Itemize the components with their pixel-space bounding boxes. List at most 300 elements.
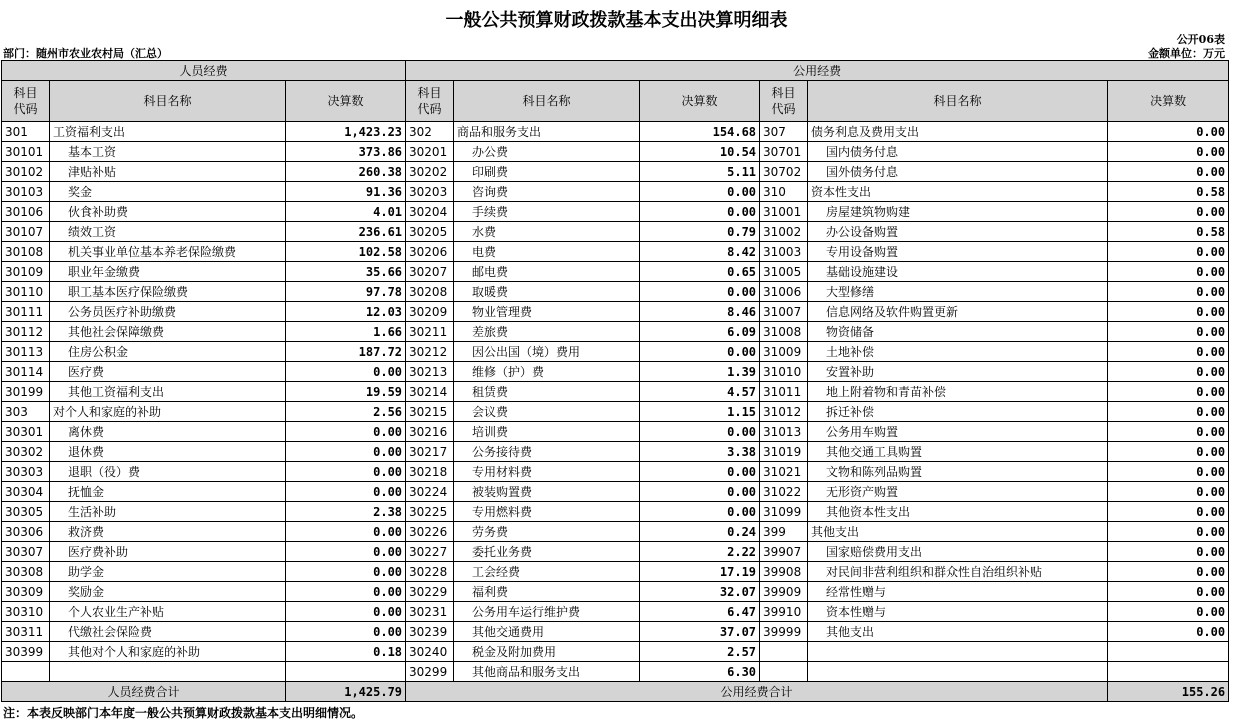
column-header-row [2,81,1229,122]
name-header: 科目名称 [50,81,286,122]
subject-name [808,642,1108,662]
subject-code: 30201 [406,142,454,162]
amount-value: 0.00 [640,482,760,502]
subject-name: 工会经费 [454,562,640,582]
amount-value: 5.11 [640,162,760,182]
amount-value: 0.00 [1108,122,1229,142]
table-row [2,422,1229,442]
subject-code: 30306 [2,522,50,542]
subject-code: 30229 [406,582,454,602]
subject-name: 医疗费补助 [50,542,286,562]
table-row [2,622,1229,642]
subject-code: 30202 [406,162,454,182]
footnote: 注：本表反映部门本年度一般公共预算财政拨款基本支出明细情况。 [3,706,364,720]
subject-name: 工资福利支出 [50,122,286,142]
subject-name: 基础设施建设 [808,262,1108,282]
subject-code: 30206 [406,242,454,262]
subject-name: 水费 [454,222,640,242]
section-header-row [2,61,1229,81]
subject-code: 30102 [2,162,50,182]
amount-value: 373.86 [286,142,406,162]
subject-name [808,662,1108,682]
subject-code: 307 [760,122,808,142]
amount-value: 1.39 [640,362,760,382]
subject-code: 30214 [406,382,454,402]
subject-code: 30224 [406,482,454,502]
subject-name: 物业管理费 [454,302,640,322]
table-row [2,202,1229,222]
subject-code: 30399 [2,642,50,662]
table-row [2,482,1229,502]
amount-value: 0.00 [1108,542,1229,562]
amount-value: 0.00 [1108,622,1229,642]
amount-value: 4.01 [286,202,406,222]
amount-value: 0.00 [286,522,406,542]
subject-code: 39910 [760,602,808,622]
subject-name: 对民间非营利组织和群众性自治组织补贴 [808,562,1108,582]
subject-name: 培训费 [454,422,640,442]
amount-value: 0.00 [286,362,406,382]
subject-name: 资本性支出 [808,182,1108,202]
amount-value: 0.00 [1108,582,1229,602]
subject-code: 31002 [760,222,808,242]
amount-value: 0.00 [286,542,406,562]
subject-name: 咨询费 [454,182,640,202]
subject-code: 31010 [760,362,808,382]
subject-code: 30203 [406,182,454,202]
subject-name: 印刷费 [454,162,640,182]
subject-code: 30305 [2,502,50,522]
amount-value: 91.36 [286,182,406,202]
public-section-header: 公用经费 [406,61,1229,81]
subject-code: 30216 [406,422,454,442]
department-label: 部门：随州市农业农村局（汇总） [3,47,168,60]
amount-value: 8.46 [640,302,760,322]
table-row [2,502,1229,522]
subject-name: 专用燃料费 [454,502,640,522]
amount-value: 0.00 [1108,282,1229,302]
amount-value: 0.00 [640,282,760,302]
subject-code: 30217 [406,442,454,462]
subject-code: 30205 [406,222,454,242]
subject-code: 30108 [2,242,50,262]
code-header: 科目 代码 [406,81,454,122]
amount-value: 0.00 [1108,142,1229,162]
code-header: 科目 代码 [2,81,50,122]
subject-code: 30110 [2,282,50,302]
amount-header: 决算数 [640,81,760,122]
amount-value: 0.00 [286,582,406,602]
subject-name: 国外债务付息 [808,162,1108,182]
table-row [2,402,1229,422]
amount-value: 0.58 [1108,182,1229,202]
subject-name: 其他交通工具购置 [808,442,1108,462]
subject-code: 30113 [2,342,50,362]
subject-code: 30226 [406,522,454,542]
subject-code [760,662,808,682]
amount-value: 3.38 [640,442,760,462]
subject-code: 30310 [2,602,50,622]
subject-name: 其他商品和服务支出 [454,662,640,682]
subject-name: 信息网络及软件购置更新 [808,302,1108,322]
subject-code: 30208 [406,282,454,302]
subject-name: 其他工资福利支出 [50,382,286,402]
amount-value: 0.00 [286,482,406,502]
subject-name: 经常性赠与 [808,582,1108,602]
subject-name: 奖励金 [50,582,286,602]
amount-value: 0.00 [1108,402,1229,422]
subject-name: 抚恤金 [50,482,286,502]
subject-code: 31001 [760,202,808,222]
subject-name: 职工基本医疗保险缴费 [50,282,286,302]
subject-name: 房屋建筑物购建 [808,202,1108,222]
amount-value: 1.66 [286,322,406,342]
subject-code: 303 [2,402,50,422]
subject-name: 手续费 [454,202,640,222]
subject-code: 30114 [2,362,50,382]
amount-value: 0.00 [640,462,760,482]
table-row [2,282,1229,302]
subject-name: 其他对个人和家庭的补助 [50,642,286,662]
amount-value: 0.00 [640,422,760,442]
table-row [2,222,1229,242]
subject-name: 地上附着物和青苗补偿 [808,382,1108,402]
subject-code: 30213 [406,362,454,382]
table-row [2,662,1229,682]
amount-value: 37.07 [640,622,760,642]
amount-value: 0.00 [1108,522,1229,542]
subject-name: 差旅费 [454,322,640,342]
amount-value: 0.24 [640,522,760,542]
subject-name: 医疗费 [50,362,286,382]
form-number: 公开06表 [1176,33,1225,46]
subject-name: 绩效工资 [50,222,286,242]
subject-name: 专用设备购置 [808,242,1108,262]
subject-name: 办公费 [454,142,640,162]
subject-name: 办公设备购置 [808,222,1108,242]
subject-code [2,662,50,682]
subject-code: 30215 [406,402,454,422]
amount-value: 2.56 [286,402,406,422]
subject-name: 国家赔偿费用支出 [808,542,1108,562]
amount-value: 0.00 [1108,322,1229,342]
subject-code: 31009 [760,342,808,362]
amount-unit-label: 金额单位：万元 [1148,47,1225,60]
amount-value: 0.00 [286,602,406,622]
subject-code: 399 [760,522,808,542]
subject-name: 租赁费 [454,382,640,402]
subject-name: 公务接待费 [454,442,640,462]
table-row [2,382,1229,402]
subject-name: 生活补助 [50,502,286,522]
subject-code: 30207 [406,262,454,282]
subject-code: 30239 [406,622,454,642]
amount-value: 102.58 [286,242,406,262]
amount-value: 0.00 [286,562,406,582]
subject-code: 39999 [760,622,808,642]
amount-value: 2.38 [286,502,406,522]
subject-code: 30111 [2,302,50,322]
subject-code: 30299 [406,662,454,682]
subject-code: 31007 [760,302,808,322]
subject-name: 伙食补助费 [50,202,286,222]
amount-value: 0.00 [640,182,760,202]
amount-value: 32.07 [640,582,760,602]
amount-value [286,662,406,682]
amount-value: 0.00 [1108,362,1229,382]
table-row [2,122,1229,142]
totals-row [2,682,1229,702]
amount-value [1108,642,1229,662]
table-row [2,642,1229,662]
amount-value: 1,423.23 [286,122,406,142]
subject-code: 30307 [2,542,50,562]
subject-code: 39909 [760,582,808,602]
amount-value: 0.00 [1108,502,1229,522]
amount-value: 35.66 [286,262,406,282]
subject-code: 31019 [760,442,808,462]
subject-code: 31005 [760,262,808,282]
subject-code: 30103 [2,182,50,202]
subject-code: 30702 [760,162,808,182]
subject-code: 30101 [2,142,50,162]
subject-name: 国内债务付息 [808,142,1108,162]
amount-value: 0.00 [1108,462,1229,482]
subject-name: 文物和陈列品购置 [808,462,1108,482]
subject-code: 30311 [2,622,50,642]
subject-name: 代缴社会保险费 [50,622,286,642]
amount-value: 0.00 [1108,562,1229,582]
amount-value: 0.00 [286,442,406,462]
name-header: 科目名称 [454,81,640,122]
table-row [2,302,1229,322]
subject-name: 土地补偿 [808,342,1108,362]
amount-header: 决算数 [286,81,406,122]
subject-name: 个人农业生产补贴 [50,602,286,622]
subject-name: 其他支出 [808,522,1108,542]
amount-value: 17.19 [640,562,760,582]
amount-value: 0.00 [286,462,406,482]
subject-name: 其他支出 [808,622,1108,642]
subject-code: 30301 [2,422,50,442]
personnel-total-value: 1,425.79 [286,682,406,702]
amount-value: 19.59 [286,382,406,402]
subject-name: 机关事业单位基本养老保险缴费 [50,242,286,262]
subject-code: 31011 [760,382,808,402]
personnel-total-label: 人员经费合计 [2,682,286,702]
amount-value: 0.00 [1108,302,1229,322]
amount-value: 0.65 [640,262,760,282]
amount-value: 0.00 [1108,482,1229,502]
table-row [2,562,1229,582]
subject-name: 委托业务费 [454,542,640,562]
subject-name: 因公出国（境）费用 [454,342,640,362]
code-header: 科目 代码 [760,81,808,122]
subject-code: 30211 [406,322,454,342]
amount-value: 12.03 [286,302,406,322]
subject-code: 30701 [760,142,808,162]
amount-value: 0.00 [1108,262,1229,282]
amount-value: 0.00 [640,202,760,222]
subject-name: 其他社会保障缴费 [50,322,286,342]
amount-value: 0.00 [640,502,760,522]
public-total-label: 公用经费合计 [406,682,1108,702]
amount-value: 0.18 [286,642,406,662]
table-row [2,262,1229,282]
subject-code: 30204 [406,202,454,222]
amount-value: 97.78 [286,282,406,302]
subject-name: 被装购置费 [454,482,640,502]
amount-header: 决算数 [1108,81,1229,122]
subject-code: 30240 [406,642,454,662]
subject-name: 拆迁补偿 [808,402,1108,422]
subject-code: 30109 [2,262,50,282]
subject-name: 专用材料费 [454,462,640,482]
subject-name: 其他资本性支出 [808,502,1108,522]
amount-value: 1.15 [640,402,760,422]
amount-value: 0.00 [286,622,406,642]
subject-name: 资本性赠与 [808,602,1108,622]
table-row [2,542,1229,562]
table-row [2,142,1229,162]
subject-name: 维修（护）费 [454,362,640,382]
table-row [2,162,1229,182]
subject-name: 会议费 [454,402,640,422]
subject-name: 债务利息及费用支出 [808,122,1108,142]
subject-name: 救济费 [50,522,286,542]
subject-code: 30304 [2,482,50,502]
subject-code: 30227 [406,542,454,562]
subject-code [760,642,808,662]
subject-code: 30107 [2,222,50,242]
personnel-section-header: 人员经费 [2,61,406,81]
subject-code: 31021 [760,462,808,482]
subject-name: 退休费 [50,442,286,462]
subject-code: 30106 [2,202,50,222]
subject-name: 商品和服务支出 [454,122,640,142]
subject-code: 31022 [760,482,808,502]
amount-value: 2.57 [640,642,760,662]
subject-name: 其他交通费用 [454,622,640,642]
amount-value: 0.00 [286,422,406,442]
subject-name: 助学金 [50,562,286,582]
subject-code: 30112 [2,322,50,342]
report-title: 一般公共预算财政拨款基本支出决算明细表 [445,10,788,31]
amount-value: 8.42 [640,242,760,262]
subject-name: 公务员医疗补助缴费 [50,302,286,322]
subject-name: 税金及附加费用 [454,642,640,662]
subject-name: 职业年金缴费 [50,262,286,282]
amount-value [1108,662,1229,682]
subject-code: 31008 [760,322,808,342]
subject-code: 31013 [760,422,808,442]
subject-code: 30309 [2,582,50,602]
amount-value: 4.57 [640,382,760,402]
subject-name: 无形资产购置 [808,482,1108,502]
subject-code: 31003 [760,242,808,262]
subject-name: 公务用车运行维护费 [454,602,640,622]
subject-code: 30212 [406,342,454,362]
subject-code: 30228 [406,562,454,582]
subject-name: 奖金 [50,182,286,202]
amount-value: 154.68 [640,122,760,142]
table-row [2,522,1229,542]
table-row [2,462,1229,482]
amount-value: 6.47 [640,602,760,622]
subject-name: 安置补助 [808,362,1108,382]
amount-value: 0.00 [1108,602,1229,622]
amount-value: 0.00 [1108,422,1229,442]
amount-value: 6.09 [640,322,760,342]
subject-name: 电费 [454,242,640,262]
subject-name: 大型修缮 [808,282,1108,302]
subject-name: 基本工资 [50,142,286,162]
amount-value: 0.00 [1108,442,1229,462]
subject-name: 公务用车购置 [808,422,1108,442]
amount-value: 10.54 [640,142,760,162]
subject-name: 邮电费 [454,262,640,282]
subject-name: 津贴补贴 [50,162,286,182]
table-row [2,182,1229,202]
name-header: 科目名称 [808,81,1108,122]
amount-value: 0.00 [1108,342,1229,362]
amount-value: 0.79 [640,222,760,242]
subject-code: 302 [406,122,454,142]
amount-value: 0.58 [1108,222,1229,242]
table-row [2,602,1229,622]
subject-code: 39908 [760,562,808,582]
table-row [2,442,1229,462]
subject-name: 退职（役）费 [50,462,286,482]
amount-value: 260.38 [286,162,406,182]
subject-name: 取暖费 [454,282,640,302]
subject-code: 31012 [760,402,808,422]
expenditure-table [1,60,1229,702]
amount-value: 0.00 [640,342,760,362]
subject-name: 离休费 [50,422,286,442]
subject-name: 住房公积金 [50,342,286,362]
subject-name [50,662,286,682]
subject-name: 对个人和家庭的补助 [50,402,286,422]
amount-value: 236.61 [286,222,406,242]
amount-value: 0.00 [1108,202,1229,222]
amount-value: 6.30 [640,662,760,682]
subject-code: 39907 [760,542,808,562]
subject-code: 310 [760,182,808,202]
public-total-value: 155.26 [1108,682,1229,702]
subject-code: 30303 [2,462,50,482]
subject-name: 劳务费 [454,522,640,542]
subject-code: 30231 [406,602,454,622]
subject-code: 30225 [406,502,454,522]
table-row [2,342,1229,362]
subject-code: 30218 [406,462,454,482]
amount-value: 0.00 [1108,162,1229,182]
table-row [2,362,1229,382]
amount-value: 0.00 [1108,242,1229,262]
table-row [2,582,1229,602]
subject-code: 30308 [2,562,50,582]
amount-value: 187.72 [286,342,406,362]
table-row [2,322,1229,342]
amount-value: 0.00 [1108,382,1229,402]
amount-value: 2.22 [640,542,760,562]
subject-code: 31006 [760,282,808,302]
subject-code: 30209 [406,302,454,322]
subject-name: 物资储备 [808,322,1108,342]
table-row [2,242,1229,262]
subject-code: 31099 [760,502,808,522]
